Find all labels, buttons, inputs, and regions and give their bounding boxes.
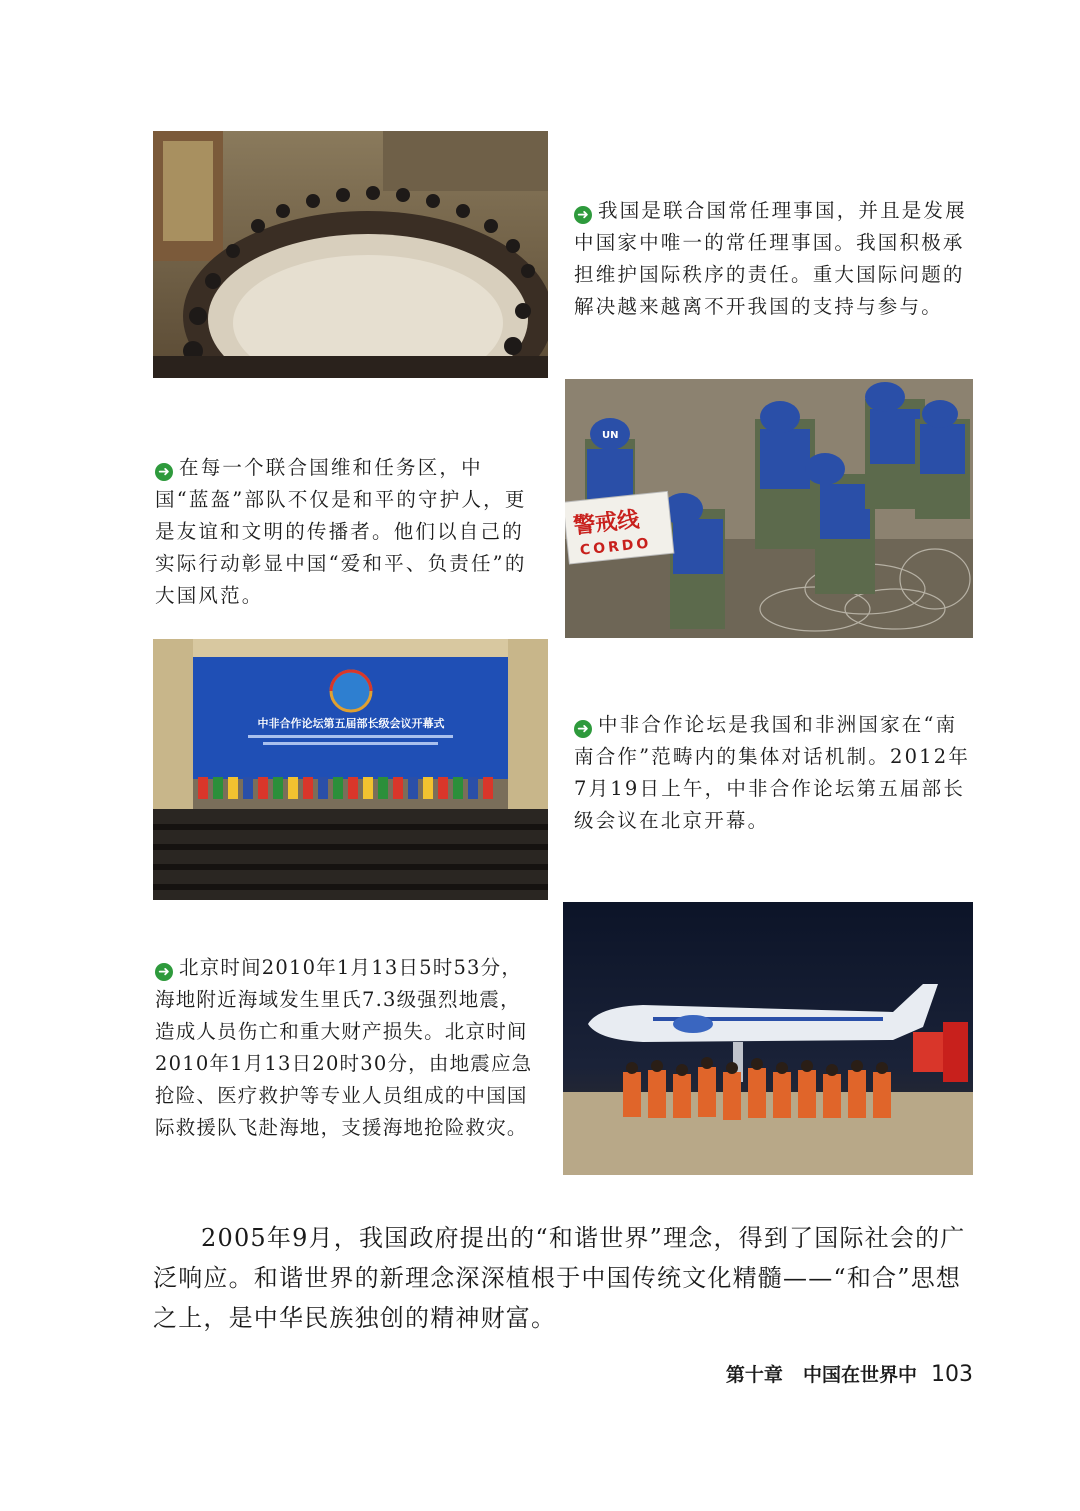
body-paragraph: 2005年9月，我国政府提出的“和谐世界”理念，得到了国际社会的广泛响应。和谐世界的新理念深深植根于中国传统文化精髓——“和合”思想之上，是中华民族独创的精神财富。 [153,1224,966,1332]
arrow-bullet-icon: ➜ [574,206,592,224]
un-council-caption: ➜ 我国是联合国常任理事国，并且是发展中国家中唯一的常任理事国。我国积极承担维护国际秩序的责任。重大国际问题的解决越来越离不开我国的支持与参与。 [574,199,967,318]
peacekeepers-photo [565,379,973,638]
page-number: 103 [931,1362,973,1387]
rescue-team-photo [563,902,973,1175]
haiti-rescue-caption: ➜ 北京时间2010年1月13日5时53分，海地附近海域发生里氏7.3级强烈地震，造成人员伤亡和重大财产损失。北京时间2010年1月13日20时30分，由地震应急抢险、医疗救护等专业人员组成的中国国际救援队飞赴海地，支援海地抢险救灾。 [155,956,533,1139]
arrow-bullet-icon: ➜ [155,963,173,981]
arrow-bullet-icon: ➜ [574,720,592,738]
un-security-council-photo [153,131,548,378]
focac-caption: ➜ 中非合作论坛是我国和非洲国家在“南南合作”范畴内的集体对话机制。2012年7月19日上午，中非合作论坛第五届部长级会议在北京开幕。 [574,713,971,832]
arrow-bullet-icon: ➜ [155,463,173,481]
helmet-label: UN [602,430,619,441]
chapter-title: 中国在世界中 [802,1364,917,1386]
cordon-sign-english: CORDO [579,535,653,559]
peacekeeping-caption: ➜ 在每一个联合国维和任务区，中国“蓝盔”部队不仅是和平的守护人，更是友谊和文明的传播者。他们以自己的实际行动彰显中国“爱和平、负责任”的大国风范。 [155,456,527,607]
page-footer [726,1360,973,1387]
focac-conference-photo [153,639,548,900]
focac-banner-title: 中非合作论坛第五届部长级会议开幕式 [257,717,445,730]
cordon-sign-text: 警戒线 [572,507,641,540]
chapter-label: 第十章 [725,1364,783,1386]
